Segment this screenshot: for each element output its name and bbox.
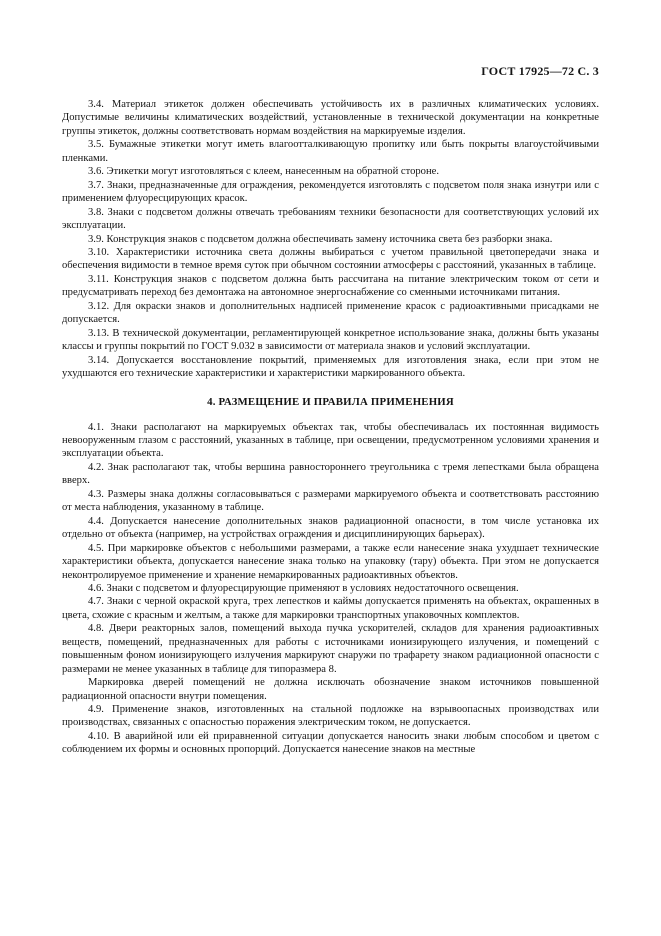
section-3-continued: [62, 98, 599, 381]
page-header: ГОСТ 17925—72 С. 3: [481, 64, 599, 78]
section-4-heading: 4. РАЗМЕЩЕНИЕ И ПРАВИЛА ПРИМЕНЕНИЯ: [207, 395, 454, 408]
clause-3-10: 3.10. Характеристики источника света должны выбираться с учетом правильной цветопередачи знака и обеспечения видимости в темное время суток при обычном состоянии атмосферы с расстояний, указанных в таблице.: [62, 246, 599, 272]
clause-3-5: 3.5. Бумажные этикетки могут иметь влагоотталкивающую пропитку или быть покрыты влагоустойчивыми пленками.: [62, 139, 599, 164]
clause-4-1: 4.1. Знаки располагают на маркируемых объектах так, чтобы обеспечивалась их постоянная видимость невооруженным глазом с расстояний, указанных в таблице, при освещении, предусмотренном условиями хранения и эксплуатации объекта.: [62, 421, 599, 460]
clause-4-6: 4.6. Знаки с подсветом и флуоресцирующие применяют в условиях недостаточного освещения.: [88, 582, 519, 594]
clause-3-4: 3.4. Материал этикеток должен обеспечивать устойчивость их в различных климатических условиях. Допустимые величины климатических воздействий, установленные в технической документации на конкретные группы этикеток, должны соответствовать нормам воздействия на маркируемые изделия.: [62, 99, 599, 137]
clause-3-11: 3.11. Конструкция знаков с подсветом должна быть рассчитана на питание электрическим током от сети и предусматривать переход без демонтажа на автономное энергоснабжение со сменными источниками питания.: [62, 273, 599, 299]
clause-4-7: 4.7. Знаки с черной окраской круга, трех лепестков и каймы допускается применять на объектах, окрашенных в цвета, схожие с красным и желтым, а также для маркировки транспортных упаковочных комплектов.: [62, 596, 599, 621]
clause-3-14: 3.14. Допускается восстановление покрытий, применяемых для изготовления знака, если при этом не ухудшаются его технические характеристики и характеристики маркированного объекта.: [62, 354, 599, 380]
clause-4-5: 4.5. При маркировке объектов с небольшими размерами, а также если нанесение знака ухудшает технические характеристики объекта, допускается нанесение знака только на упаковку (тару) объекта. При этом не допускается неконтролируемое применение и хранение немаркированных радиоактивных объектов.: [62, 542, 599, 581]
clause-3-13: 3.13. В технической документации, регламентирующей конкретное использование знака, должны быть указаны классы и группы покрытий по ГОСТ 9.032 в зависимости от материала знаков и условий эксплуатации.: [62, 327, 599, 353]
clause-4-8-note: Маркировка дверей помещений не должна исключать обозначение знаком источников повышенной радиационной опасности внутри помещения.: [62, 677, 599, 702]
document-body: [62, 98, 599, 757]
clause-3-12: 3.12. Для окраски знаков и дополнительных надписей применение красок с радиоактивными присадками не допускается.: [62, 300, 599, 326]
clause-4-10: 4.10. В аварийной или ей приравненной ситуации допускается наносить знаки любым способом и цветом с соблюдением их формы и основных пропорций. Допускается нанесение знаков на местные: [62, 730, 599, 756]
clause-4-3: 4.3. Размеры знака должны согласовываться с размерами маркируемого объекта и соответствовать расстоянию от места наблюдения, указанному в таблице.: [62, 488, 599, 514]
clause-4-2: 4.2. Знак располагают так, чтобы вершина равностороннего треугольника с тремя лепестками была обращена вверх.: [62, 461, 599, 487]
clause-4-4: 4.4. Допускается нанесение дополнительных знаков радиационной опасности, в том числе установка их отдельно от объекта (например, на устройствах ограждения и дисциплинирующих барьерах).: [62, 515, 599, 541]
clause-3-7: 3.7. Знаки, предназначенные для ограждения, рекомендуется изготовлять с подсветом поля знака изнутри или с применением флуоресцирующих красок.: [62, 179, 599, 205]
clause-3-9: 3.9. Конструкция знаков с подсветом должна обеспечивать замену источника света без разборки знака.: [88, 233, 553, 245]
clause-3-6: 3.6. Этикетки могут изготовляться с клеем, нанесенным на обратной стороне.: [88, 166, 440, 178]
clause-4-8: 4.8. Двери реакторных залов, помещений выхода пучка ускорителей, складов для хранения радиоактивных веществ, помещений, предназначенных для работы с источниками ионизирующего излучения, и помещений с повышенным фоном ионизирующего излучения маркируют снаружи по трафарету знаком радиационной опасности с размерами не менее указанных в таблице для типоразмера 8.: [62, 623, 599, 675]
section-4: [62, 421, 599, 757]
clause-4-9: 4.9. Применение знаков, изготовленных на стальной подложке на взрывоопасных производствах или производствах, связанных с опасностью поражения электрическим током, не допускается.: [62, 704, 599, 729]
clause-3-8: 3.8. Знаки с подсветом должны отвечать требованиям техники безопасности для соответствующих условий их эксплуатации.: [62, 206, 599, 232]
